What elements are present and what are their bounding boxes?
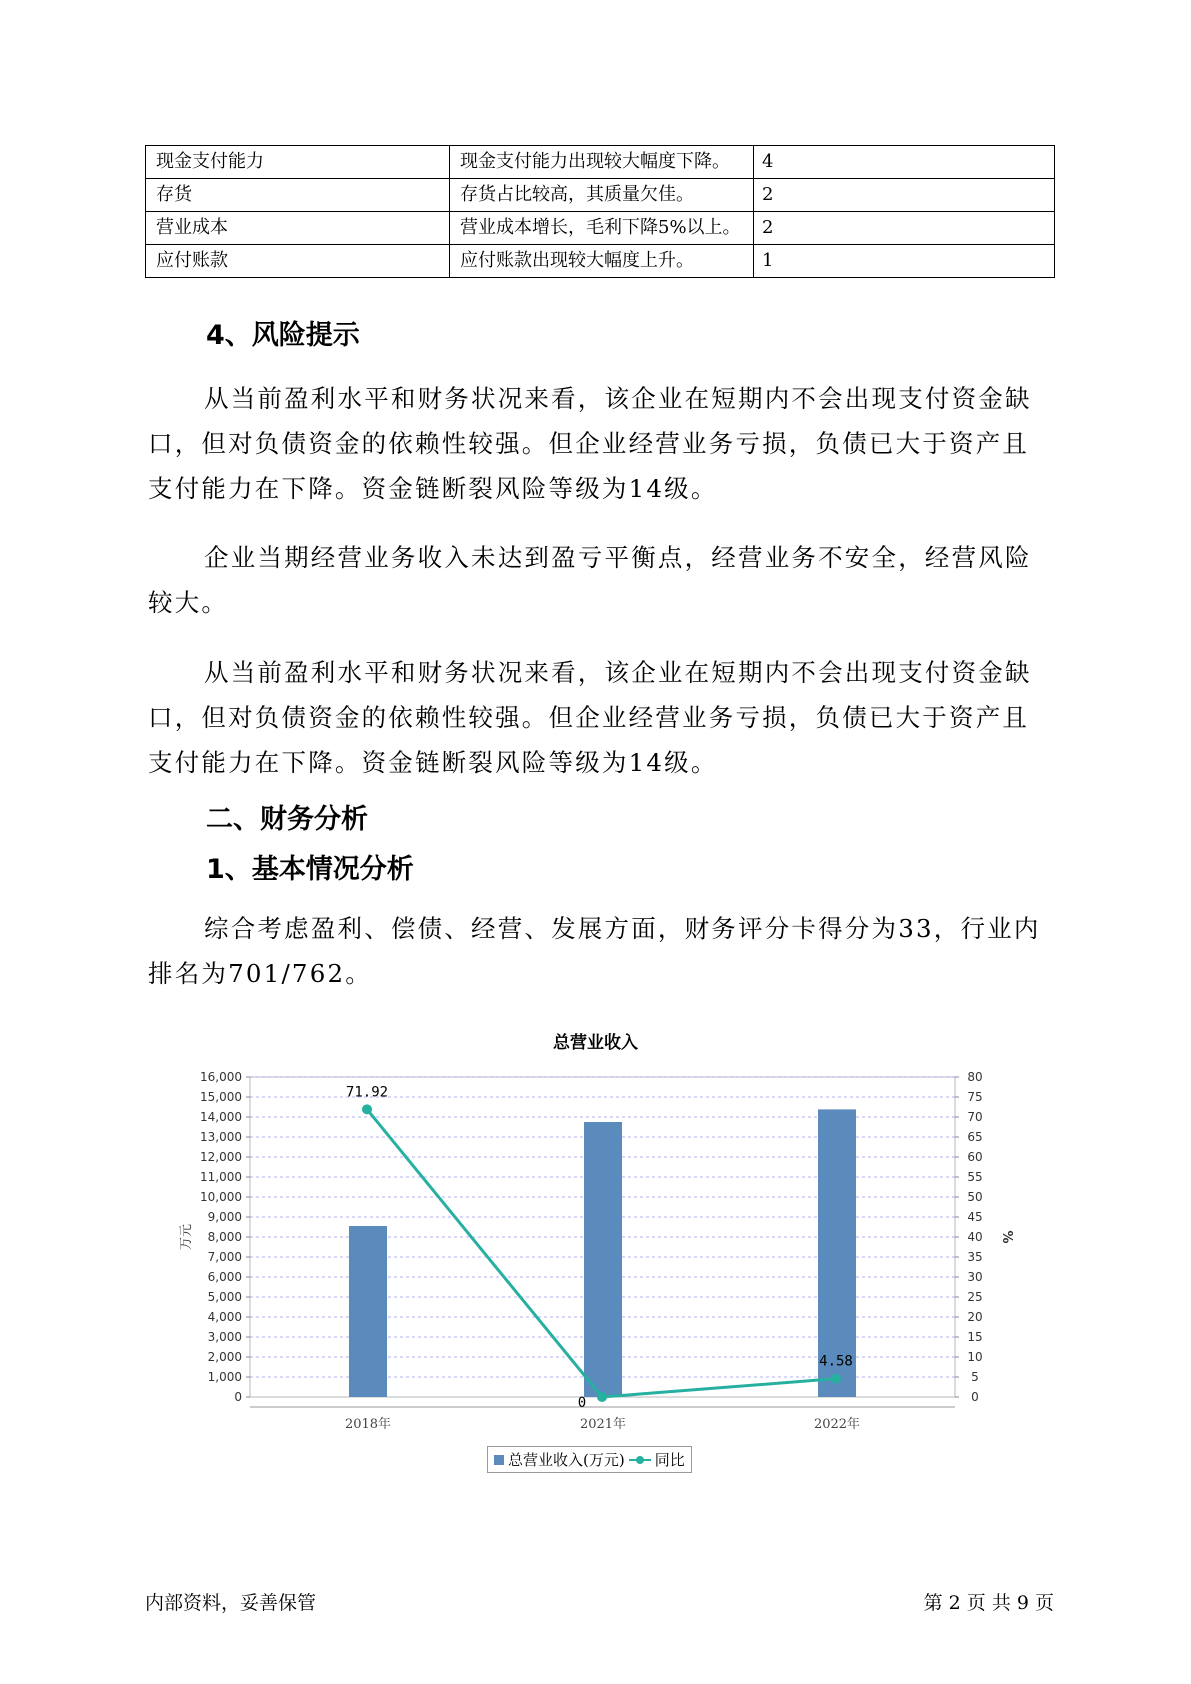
chart-legend [487, 1446, 692, 1473]
legend-label-revenue: 总营业收入(万元) [508, 1451, 625, 1469]
legend-bar-swatch [494, 1455, 504, 1465]
data-label: 0 [577, 1395, 587, 1411]
data-label: 4.58 [819, 1353, 853, 1370]
table-cell-score: 2 [754, 179, 1055, 212]
y-axis-label: 万元 [179, 1223, 194, 1251]
footer-page-number: 第 2 页 共 9 页 [923, 1592, 1054, 1614]
y2-tick-label: 50 [967, 1190, 983, 1204]
y2-tick-label: 60 [967, 1150, 983, 1164]
y-tick-label: 8,000 [207, 1230, 242, 1244]
paragraph: 从当前盈利水平和财务状况来看，该企业在短期内不会出现支付资金缺口，但对负债资金的依赖性较强。但企业经营业务亏损，负债已大于资产且支付能力在下降。资金链断裂风险等级为14级。 [148, 658, 1032, 777]
section-heading-risk: 4、风险提示 [206, 320, 360, 351]
y-tick-label: 9,000 [207, 1210, 242, 1224]
y-tick-label: 16,000 [200, 1070, 242, 1084]
y-tick-label: 12,000 [200, 1150, 242, 1164]
y2-tick-label: 75 [967, 1090, 983, 1104]
table-cell-desc: 应付账款出现较大幅度上升。 [450, 245, 754, 278]
table-cell-desc: 营业成本增长，毛利下降5%以上。 [450, 212, 754, 245]
y2-tick-label: 30 [967, 1270, 983, 1284]
data-label: 71.92 [345, 1084, 389, 1101]
y-tick-label: 14,000 [200, 1110, 242, 1124]
y-tick-label: 3,000 [207, 1330, 242, 1344]
table-cell-item: 现金支付能力 [146, 146, 450, 179]
paragraph: 综合考虑盈利、偿债、经营、发展方面，财务评分卡得分为33，行业内排名为701/762。 [148, 914, 1041, 988]
y2-tick-label: 40 [967, 1230, 983, 1244]
legend-line-swatch [629, 1455, 651, 1465]
y-tick-label: 2,000 [207, 1350, 242, 1364]
y2-tick-label: 10 [967, 1350, 983, 1364]
table-cell-score: 1 [754, 245, 1055, 278]
y-tick-label: 10,000 [200, 1190, 242, 1204]
table-cell-score: 4 [754, 146, 1055, 179]
x-tick-label: 2021年 [579, 1417, 627, 1432]
y2-tick-label: 20 [967, 1310, 983, 1324]
y2-tick-label: 0 [971, 1390, 979, 1404]
line-point [362, 1104, 372, 1114]
y2-axis-label: % [999, 1230, 1014, 1244]
y-tick-label: 15,000 [200, 1090, 242, 1104]
y-tick-label: 7,000 [207, 1250, 242, 1264]
line-point [597, 1392, 607, 1402]
footer-confidential: 内部资料，妥善保管 [145, 1592, 317, 1614]
y2-tick-label: 65 [967, 1130, 983, 1144]
chart-title: 总营业收入 [553, 1033, 638, 1053]
table-cell-desc: 存货占比较高，其质量欠佳。 [450, 179, 754, 212]
table-cell-item: 营业成本 [146, 212, 450, 245]
y2-tick-label: 5 [971, 1370, 979, 1384]
y2-tick-label: 55 [967, 1170, 983, 1184]
y2-tick-label: 70 [967, 1110, 983, 1124]
table-cell-score: 2 [754, 212, 1055, 245]
bar [584, 1122, 622, 1397]
y-tick-label: 4,000 [207, 1310, 242, 1324]
section-heading-financial: 二、财务分析 [206, 804, 368, 835]
y-tick-label: 1,000 [207, 1370, 242, 1384]
y2-tick-label: 80 [967, 1070, 983, 1084]
paragraph: 企业当期经营业务收入未达到盈亏平衡点，经营业务不安全，经营风险较大。 [148, 543, 1032, 617]
y2-tick-label: 45 [967, 1210, 983, 1224]
y-tick-label: 11,000 [200, 1170, 242, 1184]
paragraph: 从当前盈利水平和财务状况来看，该企业在短期内不会出现支付资金缺口，但对负债资金的依赖性较强。但企业经营业务亏损，负债已大于资产且支付能力在下降。资金链断裂风险等级为14级。 [148, 384, 1032, 503]
y-tick-label: 6,000 [207, 1270, 242, 1284]
x-tick-label: 2018年 [344, 1417, 392, 1432]
y-tick-label: 13,000 [200, 1130, 242, 1144]
x-tick-label: 2022年 [813, 1417, 861, 1432]
line-point [831, 1374, 841, 1384]
sub-heading-basic: 1、基本情况分析 [206, 854, 414, 885]
bar [349, 1226, 387, 1397]
y-tick-label: 0 [234, 1390, 242, 1404]
y2-tick-label: 15 [967, 1330, 983, 1344]
table-cell-item: 应付账款 [146, 245, 450, 278]
y-tick-label: 5,000 [207, 1290, 242, 1304]
legend-label-yoy: 同比 [654, 1451, 685, 1469]
y2-tick-label: 35 [967, 1250, 983, 1264]
table-cell-desc: 现金支付能力出现较大幅度下降。 [450, 146, 754, 179]
y2-tick-label: 25 [967, 1290, 983, 1304]
table-cell-item: 存货 [146, 179, 450, 212]
